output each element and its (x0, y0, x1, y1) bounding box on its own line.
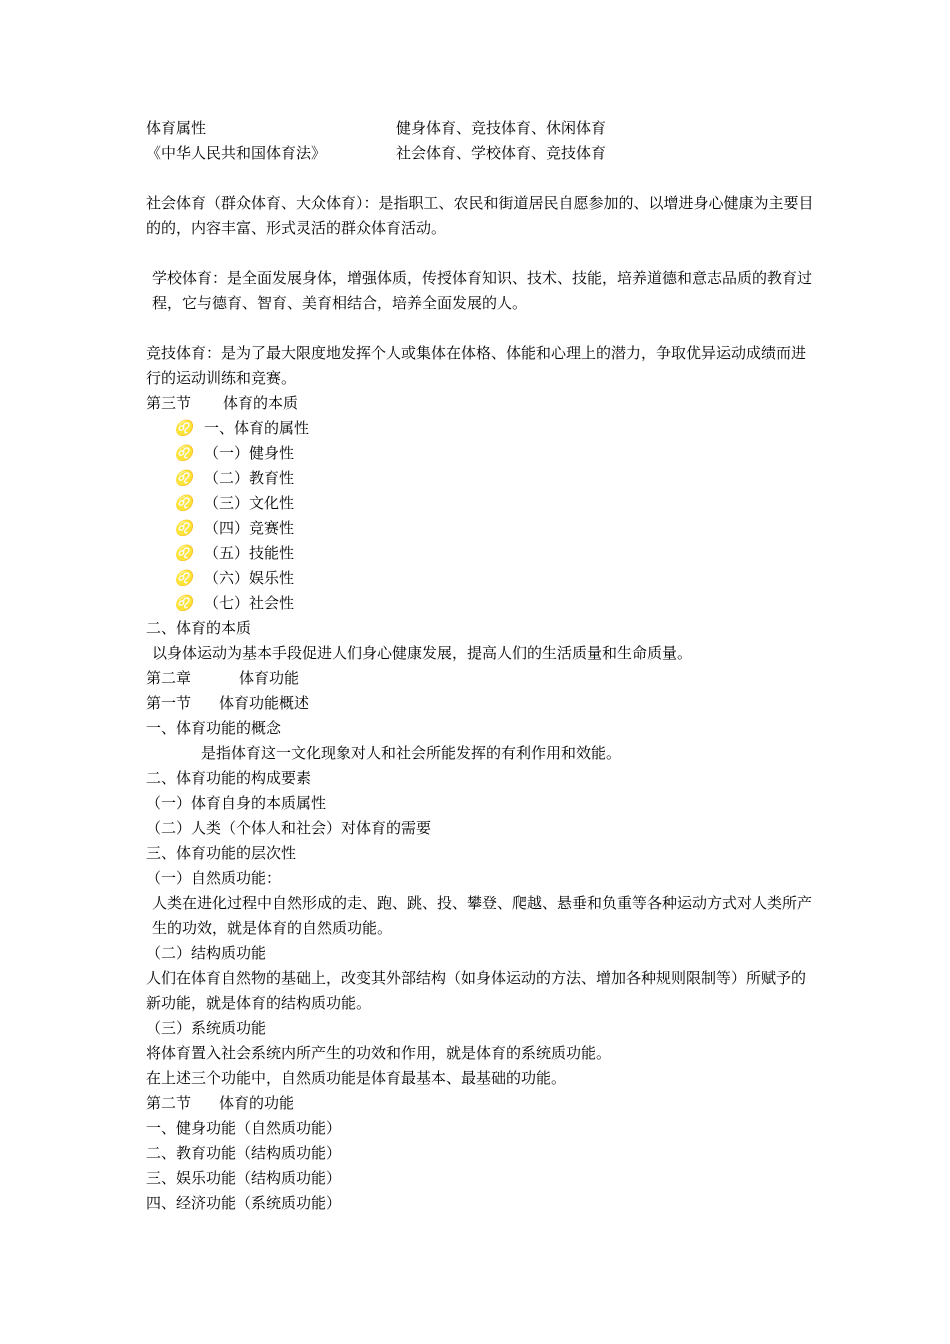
list-item-text: （一）健身性 (204, 444, 295, 462)
function-item: 一、健身功能（自然质功能） (146, 1119, 342, 1137)
section-title: 体育功能概述 (219, 694, 310, 712)
leo-bullet-icon: ♌ (174, 569, 193, 587)
leo-bullet-icon: ♌ (174, 594, 193, 612)
system-text: 将体育置入社会系统内所产生的功效和作用，就是体育的系统质功能。 (146, 1044, 612, 1062)
list-item (146, 541, 816, 566)
list-item-text: （七）社会性 (204, 594, 295, 612)
leo-bullet-icon: ♌ (174, 444, 193, 462)
document-page (146, 116, 816, 1216)
natural-text: 人类在进化过程中自然形成的走、跑、跳、投、攀登、爬越、悬垂和负重等各种运动方式对人类所产生的功效，就是体育的自然质功能。 (152, 894, 813, 937)
section-label: 第三节 (146, 394, 192, 412)
table-cell-left: 体育属性 (146, 119, 207, 137)
chapter-title: 体育功能 (239, 669, 300, 687)
essence-text: 以身体运动为基本手段促进人们身心健康发展，提高人们的生活质量和生命质量。 (152, 644, 693, 662)
list-item (146, 466, 816, 491)
section-label: 第一节 (146, 694, 192, 712)
section-heading (146, 391, 816, 416)
function-item: 二、教育功能（结构质功能） (146, 1144, 342, 1162)
concept-text: 是指体育这一文化现象对人和社会所能发挥的有利作用和效能。 (201, 744, 622, 762)
section-heading (146, 691, 816, 716)
table-cell-right: 健身体育、竞技体育、休闲体育 (396, 119, 607, 137)
table-row (146, 116, 816, 141)
function-item: 三、娱乐功能（结构质功能） (146, 1169, 342, 1187)
list-item (146, 441, 816, 466)
chapter-heading (146, 666, 816, 691)
structural-text: 人们在体育自然物的基础上，改变其外部结构（如身体运动的方法、增加各种规则限制等）所赋予的新功能，就是体育的结构质功能。 (146, 969, 807, 1012)
paragraph-school-pe: 学校体育：是全面发展身体，增强体质，传授体育知识、技术、技能，培养道德和意志品质的教育过程，它与德育、智育、美育相结合，培养全面发展的人。 (152, 269, 813, 312)
text-line: （一）体育自身的本质属性 (146, 794, 327, 812)
table-cell-right: 社会体育、学校体育、竞技体育 (396, 144, 607, 162)
list-item (146, 591, 816, 616)
leo-bullet-icon: ♌ (174, 494, 193, 512)
text-line: （一）自然质功能： (146, 869, 282, 887)
text-line: （二）人类（个体人和社会）对体育的需要 (146, 819, 432, 837)
leo-bullet-icon: ♌ (174, 544, 193, 562)
list-item (146, 516, 816, 541)
structural-heading: （二）结构质功能 (146, 944, 267, 962)
leo-bullet-icon: ♌ (174, 469, 193, 487)
essence-heading: 二、体育的本质 (146, 619, 252, 637)
function-item: 四、经济功能（系统质功能） (146, 1194, 342, 1212)
chapter-label: 第二章 (146, 669, 192, 687)
section-label: 第二节 (146, 1094, 192, 1112)
paragraph-social-pe: 社会体育（群众体育、大众体育）：是指职工、农民和街道居民自愿参加的、以增进身心健康为主要目的的，内容丰富、形式灵活的群众体育活动。 (146, 194, 814, 237)
table-cell-left: 《中华人民共和国体育法》 (146, 144, 327, 162)
leo-bullet-icon: ♌ (174, 519, 193, 537)
list-item (146, 566, 816, 591)
section-heading (146, 1091, 816, 1116)
text-line: 二、体育功能的构成要素 (146, 769, 312, 787)
list-item-text: （四）竞赛性 (204, 519, 295, 537)
table-row (146, 141, 816, 166)
list-item-text: 一、体育的属性 (204, 419, 310, 437)
list-item-text: （三）文化性 (204, 494, 295, 512)
section-title: 体育的功能 (219, 1094, 295, 1112)
list-item-text: （六）娱乐性 (204, 569, 295, 587)
concept-heading: 一、体育功能的概念 (146, 719, 282, 737)
list-item (146, 491, 816, 516)
leo-bullet-icon: ♌ (174, 419, 193, 437)
list-item-text: （五）技能性 (204, 544, 295, 562)
list-item (146, 416, 816, 441)
paragraph-competitive-pe: 竞技体育：是为了最大限度地发挥个人或集体在体格、体能和心理上的潜力，争取优异运动成绩而进行的运动训练和竞赛。 (146, 344, 807, 387)
summary-text: 在上述三个功能中，自然质功能是体育最基本、最基础的功能。 (146, 1069, 567, 1087)
text-line: 三、体育功能的层次性 (146, 844, 297, 862)
system-heading: （三）系统质功能 (146, 1019, 267, 1037)
list-item-text: （二）教育性 (204, 469, 295, 487)
section-title: 体育的本质 (223, 394, 299, 412)
